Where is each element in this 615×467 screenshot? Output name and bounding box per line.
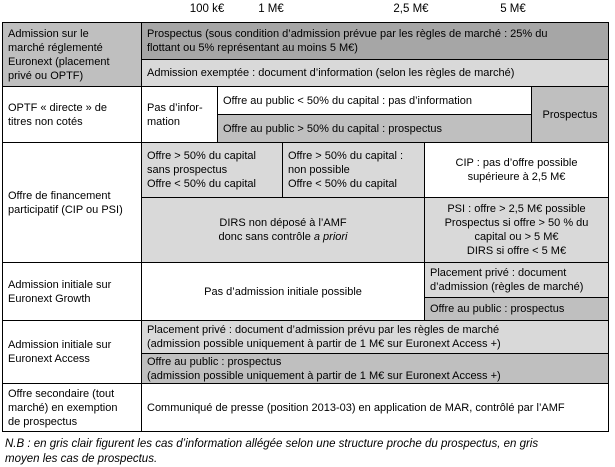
- row-header-text: Offre secondaire (tout marché) en exemption de prospectus: [8, 387, 118, 428]
- cell-financement-col2: [282, 142, 424, 197]
- cell-text: Communiqué de presse (position 2013-03) en application de MAR, contrôlé par l’AMF: [147, 401, 565, 414]
- cell-optf-prospectus: [531, 86, 609, 142]
- row-header-financement-participatif: [2, 142, 141, 262]
- cell-text: Admission exemptée : document d’information (selon les règles de marché): [147, 67, 515, 79]
- cell-text: Offre au public : prospectus (admission possible uniquement à partir de 1 M€ sur Euronext Access +): [147, 355, 501, 382]
- cell-text: Prospectus (sous condition d’admission prévue par les règles de marché : 25% du flottant ou 5% représentant au moins 5 M€): [147, 28, 548, 54]
- row-header-euronext-access: [2, 320, 141, 383]
- cell-growth-pas-admission: [141, 262, 424, 320]
- cell-text: Pas d’admission initiale possible: [204, 285, 362, 298]
- row-header-text: Offre de financement participatif (CIP ou PSI): [8, 189, 123, 216]
- row-header-text: Admission sur le marché réglementé Euronext (placement privé ou OPTF): [8, 27, 110, 82]
- threshold-label-100k: 100 k€: [189, 3, 225, 15]
- dirs-line1: DIRS non déposé à l’AMF: [219, 217, 347, 229]
- footnote: N.B : en gris clair figurent les cas d’information allégée selon une structure proche du prospectus, en gris moyen les cas de prospectus.: [5, 438, 539, 465]
- cell-financement-dirs: [141, 197, 424, 262]
- dirs-line2-prefix: donc sans contrôle: [218, 231, 314, 243]
- cell-optf-pas-information: [141, 86, 217, 142]
- cell-financement-psi: [424, 197, 609, 262]
- cell-financement-cip: [424, 142, 609, 197]
- cell-text: Placement privé : document d’admission prévu par les règles de marché (admission possible uniquement à partir de 1 M€ sur Euronext Access +): [147, 324, 501, 350]
- cell-access-placement-prive: [141, 320, 609, 353]
- cell-text: [218, 216, 347, 244]
- row-header-marche-reglemente: [2, 22, 141, 86]
- cell-text: Offre au public < 50% du capital : pas d’information: [223, 94, 472, 107]
- cell-reglemente-exemptee: [141, 59, 609, 86]
- cell-text: PSI : offre > 2,5 M€ possible Prospectus si offre > 50 % du capital ou > 5 M€ DIRS si offre < 5 M€: [444, 203, 589, 257]
- dirs-line2-italic: a priori: [313, 231, 348, 243]
- cell-text: Offre > 50% du capital sans prospectus Offre < 50% du capital: [147, 150, 256, 190]
- row-header-optf-directe: [2, 86, 141, 142]
- threshold-label-2-5m: 2,5 M€: [393, 3, 429, 15]
- cell-growth-placement-prive: [424, 262, 609, 297]
- cell-text: Offre au public : prospectus: [430, 303, 565, 315]
- cell-reglemente-prospectus: [141, 22, 609, 59]
- row-header-euronext-growth: [2, 262, 141, 320]
- cell-text: CIP : pas d’offre possible supérieure à 2,5 M€: [455, 157, 578, 183]
- cell-text: Offre au public > 50% du capital : prospectus: [223, 122, 443, 135]
- row-header-offre-secondaire: [2, 383, 141, 432]
- cell-secondaire-communique: [141, 383, 609, 432]
- row-header-text: OPTF « directe » de titres non cotés: [8, 101, 108, 128]
- row-header-text: Admission initiale sur Euronext Growth: [8, 278, 112, 305]
- cell-optf-offre-inf-50: [217, 86, 531, 114]
- cell-access-offre-public: [141, 353, 609, 383]
- cell-text: Offre > 50% du capital : non possible Offre < 50% du capital: [288, 150, 404, 190]
- threshold-label-1m: 1 M€: [258, 3, 284, 15]
- cell-text: Pas d’infor- mation: [147, 101, 203, 128]
- cell-financement-col1: [141, 142, 282, 197]
- cell-optf-offre-sup-50: [217, 114, 531, 142]
- row-header-text: Admission initiale sur Euronext Access: [8, 339, 112, 365]
- cell-growth-offre-public: [424, 297, 609, 320]
- threshold-label-5m: 5 M€: [500, 3, 526, 15]
- cell-text: Prospectus: [542, 108, 598, 121]
- cell-text: Placement privé : document d’admission (règles de marché): [430, 267, 584, 293]
